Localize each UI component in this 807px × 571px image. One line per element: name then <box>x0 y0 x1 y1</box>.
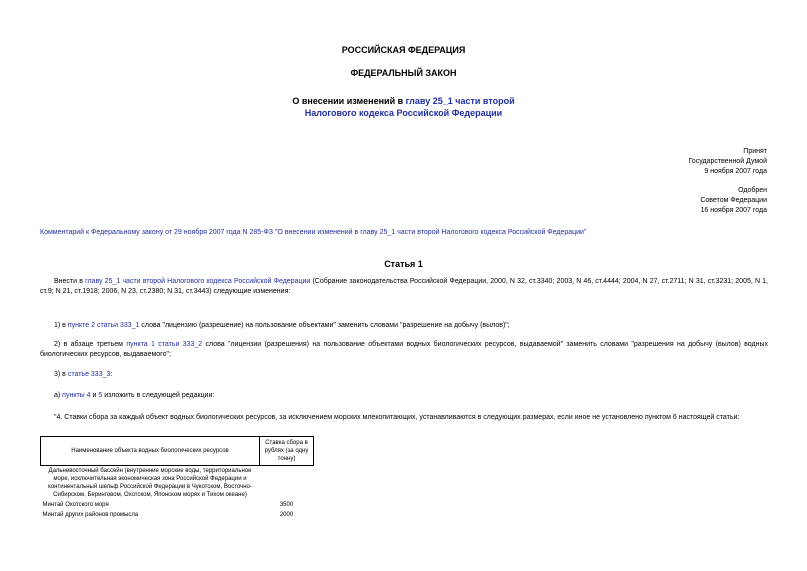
paragraph-item-2 <box>40 340 768 360</box>
approved-date: 16 ноября 2007 года <box>700 207 767 214</box>
paragraph-item-1 <box>40 321 768 331</box>
rates-table <box>40 436 314 520</box>
commentary-link[interactable]: Комментарий к Федеральному закону от 29 ноября 2007 года N 285-ФЗ "О внесении изменений в главу 25_1 части второй Налогового кодекса Российской Федерации" <box>40 229 587 236</box>
law-title-chapter-link[interactable]: главу 25_1 части второй <box>405 96 515 106</box>
article-333-2-link[interactable]: пункта 1 статьи 333_2 <box>126 341 203 348</box>
region-row <box>41 466 314 501</box>
point-4-link[interactable]: пункты 4 <box>62 392 91 399</box>
law-title-line2-link[interactable]: Налогового кодекса Российской Федерации <box>304 108 503 118</box>
rate-cell: 2000 <box>279 512 294 518</box>
article-333-1-link[interactable]: пункте 2 статьи 333_1 <box>67 322 140 329</box>
para2-prefix: 1) в <box>54 322 68 329</box>
region-cell: Дальневосточный бассейн (внутренние морские воды, территориальное море, исключительная экономическая зона Российской Федерации и континентальный шельф Российской Федерации в Чукотском, Восточно-Сибирском, Беринговом, Охотском, Японском морях и Тихом океане) <box>48 468 252 498</box>
rate-cell: 3500 <box>279 502 294 508</box>
fish-name-cell: Минтай Охотского моря <box>42 502 109 508</box>
country-heading: РОССИЙСКАЯ ФЕДЕРАЦИЯ <box>341 45 466 55</box>
adopted-label: Принят <box>743 148 767 155</box>
article-333-3-link[interactable]: статье 333_3 <box>67 371 111 378</box>
para3-prefix: 2) в абзаце третьем <box>54 341 127 348</box>
law-type-heading: ФЕДЕРАЛЬНЫЙ ЗАКОН <box>350 68 457 78</box>
approved-body: Советом Федерации <box>700 197 767 204</box>
fish-name-cell: Минтай других районов промысла <box>42 512 139 518</box>
para1-rest: (Собрание законодательства Российской Федерации, 2000, N 32, ст.3340; 2003, N 46, ст.4444; 2004, N 27, ст.2711; N 31, ст.3231; 2005, N 1, ст.9; N 21, ст.1918; 2006, N 23, ст.2380; N 31, ст.3443) следующие изменения: <box>40 278 768 295</box>
approved-label: Одобрен <box>738 187 767 194</box>
paragraph-intro <box>40 277 768 297</box>
para1-prefix: Внести в <box>54 278 86 285</box>
adopted-block <box>688 147 767 177</box>
para5-mid: и <box>90 392 99 399</box>
para4-rest: : <box>110 371 113 378</box>
table-header-row <box>41 437 314 466</box>
para4-prefix: 3) в <box>54 371 68 378</box>
para5-rest: изложить в следующей редакции: <box>102 392 215 399</box>
paragraph-rates-intro: "4. Ставки сбора за каждый объект водных биологических ресурсов, за исключением морских млекопитающих, устанавливаются в следующих размерах, если иное не установлено пунктом 6 настоящей статьи: <box>54 414 740 421</box>
table-row <box>41 510 314 520</box>
column-header-rate: Ставка сбора в рублях (за одну тонну) <box>260 437 314 466</box>
para5-prefix: а) <box>54 392 63 399</box>
adopted-body: Государственной Думой <box>688 158 767 165</box>
law-title-line1 <box>0 96 807 106</box>
para3-rest: слова "лицензии (разрешения) на пользование объектами водных биологических ресурсов, выдаваемой" заменить словами "разрешения на добычу (вылов) водных биологических ресурсов, выдаваемого"; <box>40 341 768 358</box>
article-title: Статья 1 <box>384 259 423 269</box>
approved-block <box>700 186 767 216</box>
column-header-object: Наименование объекта водных биологических ресурсов <box>41 437 260 466</box>
adopted-date: 9 ноября 2007 года <box>704 168 767 175</box>
region-rate-cell <box>260 466 314 501</box>
point-5-link[interactable]: 5 <box>98 392 103 399</box>
para2-rest: слова "лицензию (разрешение) на пользование объектами" заменить словами "разрешение на добычу (вылов)"; <box>139 322 510 329</box>
chapter-link[interactable]: главу 25_1 части второй Налогового кодекса Российской Федерации <box>85 278 311 285</box>
law-title-prefix: О внесении изменений в <box>292 96 406 106</box>
paragraph-item-3 <box>40 370 768 380</box>
paragraph-item-a <box>40 391 768 401</box>
table-row <box>41 500 314 510</box>
